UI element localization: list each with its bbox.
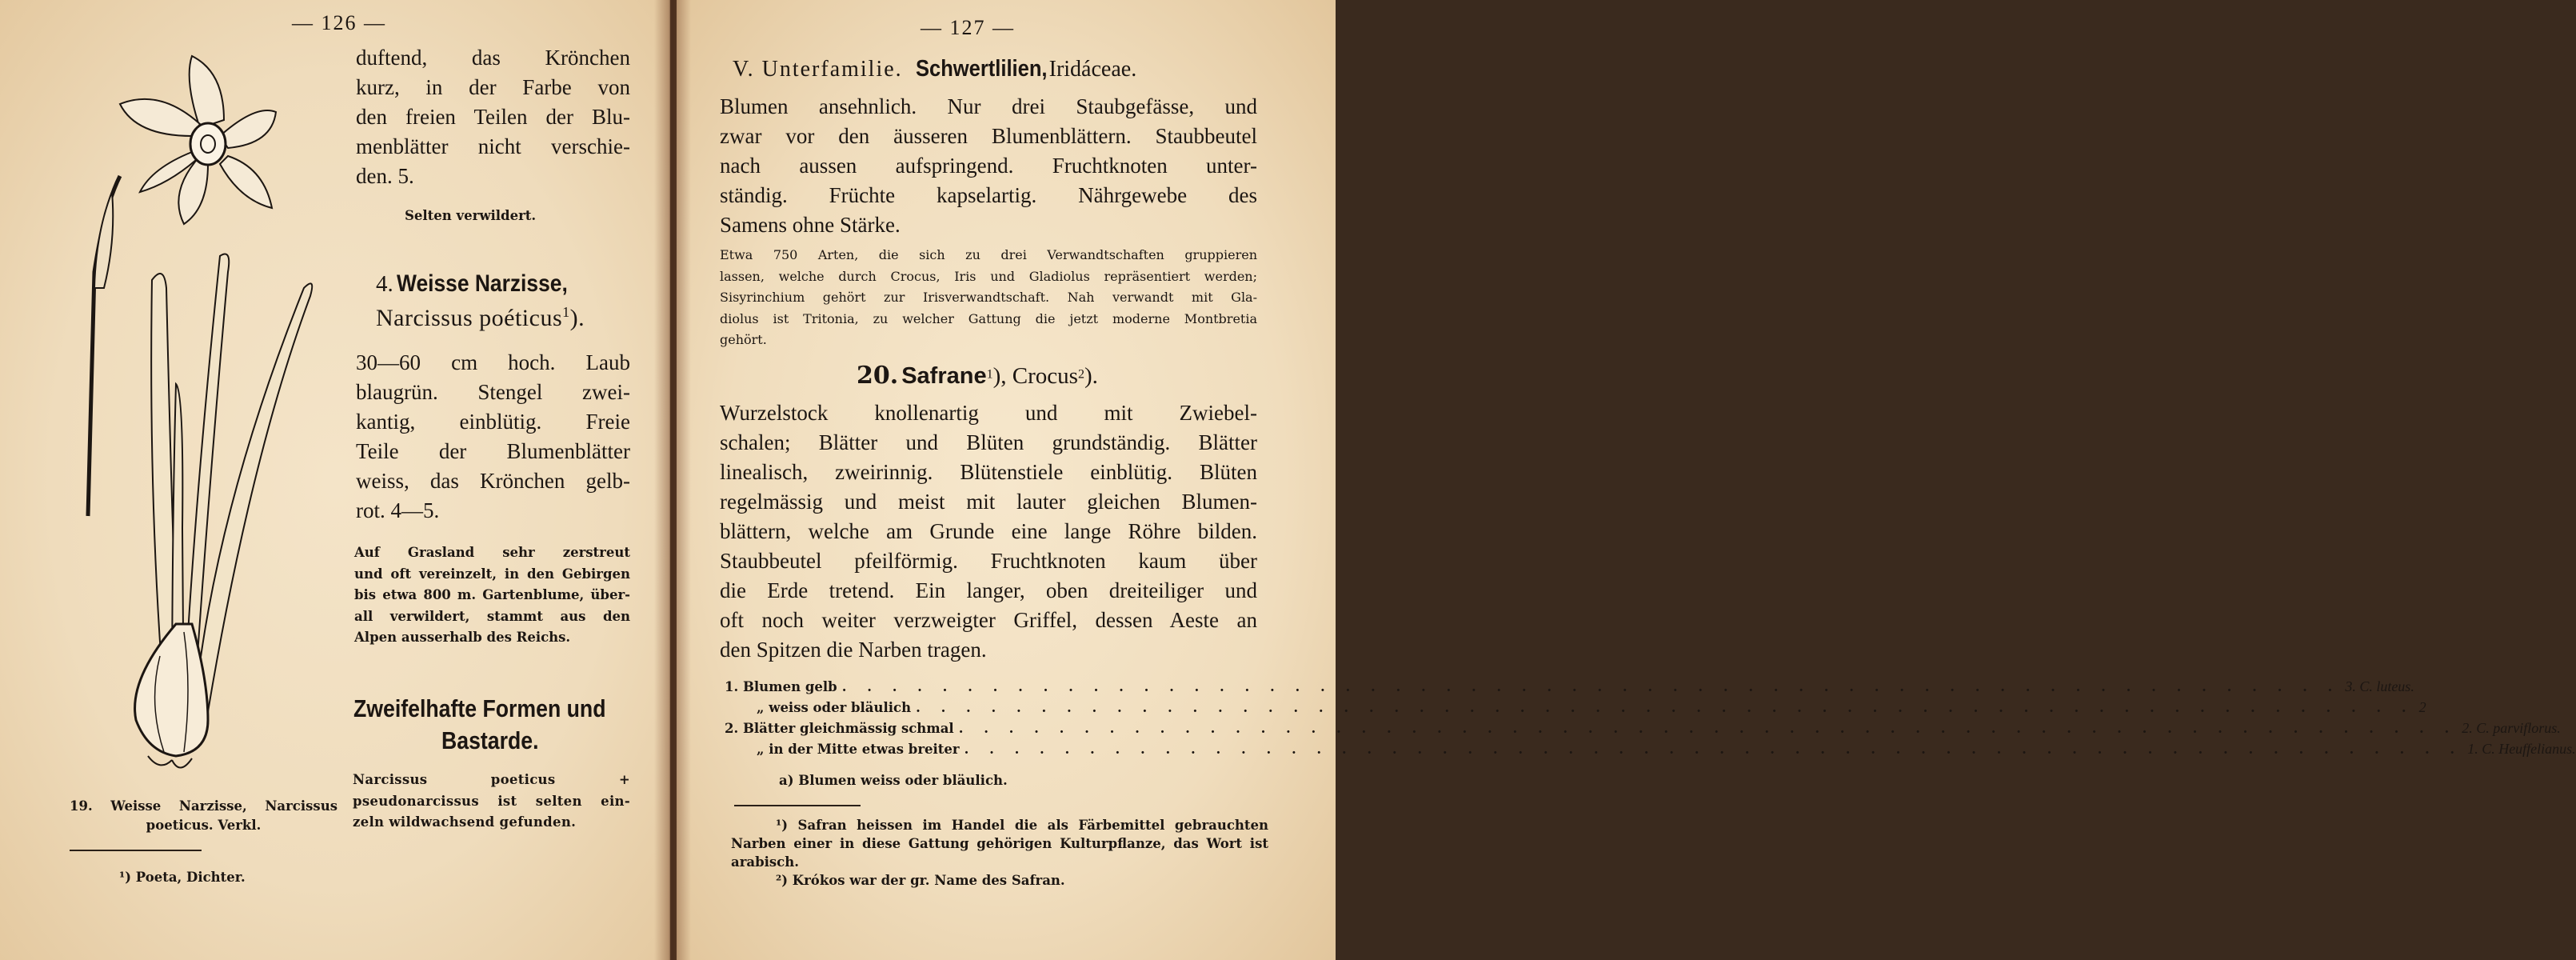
caption-line: 19. Weisse Narzisse, Narcissus bbox=[70, 798, 337, 814]
text-line: blättern, welche am Grunde eine lange Röhre bilden. bbox=[720, 519, 1257, 543]
text-line: linealisch, zweirinnig. Blütenstiele einblütig. Blüten bbox=[720, 460, 1257, 484]
subfamily-description bbox=[720, 92, 1257, 240]
key-lead: 1. Blumen gelb bbox=[725, 679, 837, 694]
footnotes bbox=[731, 816, 1268, 890]
text-line: Etwa 750 Arten, die sich zu drei Verwandtschaften gruppieren bbox=[720, 247, 1257, 262]
text-line: rot. 4—5. bbox=[356, 498, 440, 522]
text-line: Auf Grasland sehr zerstreut bbox=[354, 545, 630, 560]
genus-name: Safrane bbox=[901, 363, 987, 389]
text-line: duftend, das Krönchen bbox=[356, 46, 630, 70]
species-number: 4. bbox=[376, 271, 393, 297]
key-row bbox=[725, 699, 2426, 720]
key-dots: . . . . . . . . . . . . . . . . . . . . . . . . . . . . . . . . . . . . . . . . . . . . . . . . . . . . . . . . . . . . bbox=[841, 679, 2341, 694]
text-line: Wurzelstock knollenartig und mit Zwiebel- bbox=[720, 401, 1257, 425]
right-page bbox=[677, 0, 2576, 960]
text-line: Narcissus poeticus + bbox=[353, 772, 630, 787]
text-line: Teile der Blumenblätter bbox=[356, 439, 630, 463]
species-name: Weisse Narzisse, bbox=[396, 270, 568, 297]
paragraph-description bbox=[356, 348, 630, 526]
identification-key bbox=[725, 678, 2576, 762]
text-line: regelmässig und meist mit lauter gleichen Blumen- bbox=[720, 490, 1257, 514]
key-dots: . . . . . . . . . . . . . . . . . . . . . . . . . . . . . . . . . . . . . . . . . . . . . . . . . . . . . . . . . . . . bbox=[916, 700, 2414, 715]
footnote-ref: 2 bbox=[1077, 367, 1084, 382]
footnote-line: ²) Krókos war der gr. Name des Safran. bbox=[776, 873, 1065, 888]
book-gutter bbox=[654, 0, 691, 960]
species-latin bbox=[376, 304, 585, 332]
paragraph-hybrids bbox=[353, 770, 630, 834]
key-target: 2 bbox=[2418, 699, 2426, 715]
text-line: weiss, das Krönchen gelb- bbox=[356, 469, 630, 493]
key-row bbox=[725, 741, 2576, 762]
text-line: oft noch weiter verzweigter Griffel, dessen Aeste an bbox=[720, 608, 1257, 632]
text-line: und oft vereinzelt, in den Gebirgen bbox=[354, 566, 630, 582]
footnote-divider bbox=[734, 805, 861, 806]
text-line: 30—60 cm hoch. Laub bbox=[356, 350, 630, 374]
subfamily-heading bbox=[733, 56, 1136, 82]
figure-caption bbox=[70, 797, 337, 835]
text-line: den freien Teilen der Blu- bbox=[356, 105, 630, 129]
left-page bbox=[0, 0, 670, 960]
narcissus-illustration bbox=[72, 48, 344, 800]
page-number: — 126 — bbox=[292, 11, 386, 34]
text-line: Sisyrinchium gehört zur Irisverwandtschaft. Nah verwandt mit Gla- bbox=[720, 290, 1257, 305]
genus-latin: Crocus bbox=[1012, 363, 1078, 389]
key-subgroup: a) Blumen weiss oder bläulich. bbox=[779, 773, 1008, 788]
text-line: Alpen ausserhalb des Reichs. bbox=[354, 630, 571, 645]
key-lead: „ weiss oder bläulich bbox=[757, 700, 912, 715]
page-number: — 127 — bbox=[921, 16, 1015, 39]
genus-heading: 20. Safrane$^1$), Crocus$^2$). bbox=[857, 362, 1098, 390]
paragraph-distribution bbox=[354, 542, 630, 649]
key-dots: . . . . . . . . . . . . . . . . . . . . . . . . . . . . . . . . . . . . . . . . . . . . . . . . . . . . . . . . . . . . bbox=[958, 721, 2458, 736]
subfamily-notes bbox=[720, 245, 1257, 351]
text-line: die Erde tretend. Ein langer, oben dreiteiliger und bbox=[720, 578, 1257, 602]
footnote-ref: 1 bbox=[986, 367, 993, 382]
subfamily-latin: Iridáceae. bbox=[1048, 57, 1137, 82]
text-line: schalen; Blätter und Blüten grundständig. Blätter bbox=[720, 430, 1257, 454]
key-target: 2. C. parviflorus. bbox=[2462, 720, 2561, 736]
text-line: pseudonarcissus ist selten ein- bbox=[353, 793, 630, 809]
footnote-line: arabisch. bbox=[731, 854, 799, 870]
text-line: den Spitzen die Narben tragen. bbox=[720, 638, 987, 662]
species-heading bbox=[376, 270, 591, 298]
key-target: 3. C. luteus. bbox=[2345, 678, 2414, 694]
text-line: zwar vor den äusseren Blumenblättern. Staubbeutel bbox=[720, 124, 1257, 148]
text-line: kantig, einblütig. Freie bbox=[356, 410, 630, 434]
paragraph-description-end bbox=[356, 43, 630, 191]
subfamily-prefix: V. Unterfamilie. bbox=[733, 57, 903, 82]
heading-end: ). bbox=[569, 305, 585, 331]
text-line: lassen, welche durch Crocus, Iris und Gladiolus repräsentiert werden; bbox=[720, 268, 1257, 284]
text-line: Blumen ansehnlich. Nur drei Staubgefässe, und bbox=[720, 94, 1257, 118]
key-lead: „ in der Mitte etwas breiter bbox=[757, 742, 960, 757]
text-line: zeln wildwachsend gefunden. bbox=[353, 814, 577, 830]
text-line: ständig. Früchte kapselartig. Nährgewebe des bbox=[720, 183, 1257, 207]
latin-name: Narcissus poéticus bbox=[376, 305, 563, 331]
footnote-ref: 1 bbox=[562, 304, 570, 320]
footnote-line: Narben einer in diese Gattung gehörigen Kulturpflanze, das Wort ist bbox=[731, 836, 1268, 851]
text-line: diolus ist Tritonia, zu welcher Gattung die jetzt moderne Montbretia bbox=[720, 310, 1257, 326]
key-target: 1. C. Heuffelianus. bbox=[2467, 741, 2576, 757]
text-line: gehört. bbox=[720, 332, 767, 347]
key-dots: . . . . . . . . . . . . . . . . . . . . . . . . . . . . . . . . . . . . . . . . . . . . . . . . . . . . . . . . . . . . bbox=[964, 742, 2463, 757]
footnote-divider bbox=[70, 850, 202, 851]
text-line: blaugrün. Stengel zwei- bbox=[356, 380, 630, 404]
heading-end: ). bbox=[1084, 363, 1098, 389]
key-row bbox=[725, 678, 2414, 699]
caption-line: poeticus. Verkl. bbox=[146, 818, 262, 833]
key-lead: 2. Blätter gleichmässig schmal bbox=[725, 721, 954, 736]
text-line: all verwildert, stammt aus den bbox=[354, 608, 630, 624]
text-line: Staubbeutel pfeilförmig. Fruchtknoten kaum über bbox=[720, 549, 1257, 573]
text-line: bis etwa 800 m. Gartenblume, über- bbox=[354, 587, 630, 602]
footnote-line: ¹) Safran heissen im Handel die als Färbemittel gebrauchten bbox=[776, 818, 1268, 833]
text-line: kurz, in der Farbe von bbox=[356, 75, 630, 99]
text-line: Samens ohne Stärke. bbox=[720, 213, 901, 237]
section-heading-line1: Zweifelhafte Formen und bbox=[353, 694, 606, 722]
key-row bbox=[725, 720, 2561, 741]
subfamily-name: Schwertlilien, bbox=[915, 56, 1048, 82]
genus-description bbox=[720, 398, 1257, 665]
section-heading-line2: Bastarde. bbox=[441, 726, 539, 754]
note-selten: Selten verwildert. bbox=[405, 208, 537, 223]
text-line: den. 5. bbox=[356, 164, 414, 188]
footnote: ¹) Poeta, Dichter. bbox=[119, 870, 246, 885]
text-line: nach aussen aufspringend. Fruchtknoten unter- bbox=[720, 154, 1257, 178]
text-line: menblätter nicht verschie- bbox=[356, 134, 630, 158]
genus-number: 20. bbox=[857, 362, 899, 390]
